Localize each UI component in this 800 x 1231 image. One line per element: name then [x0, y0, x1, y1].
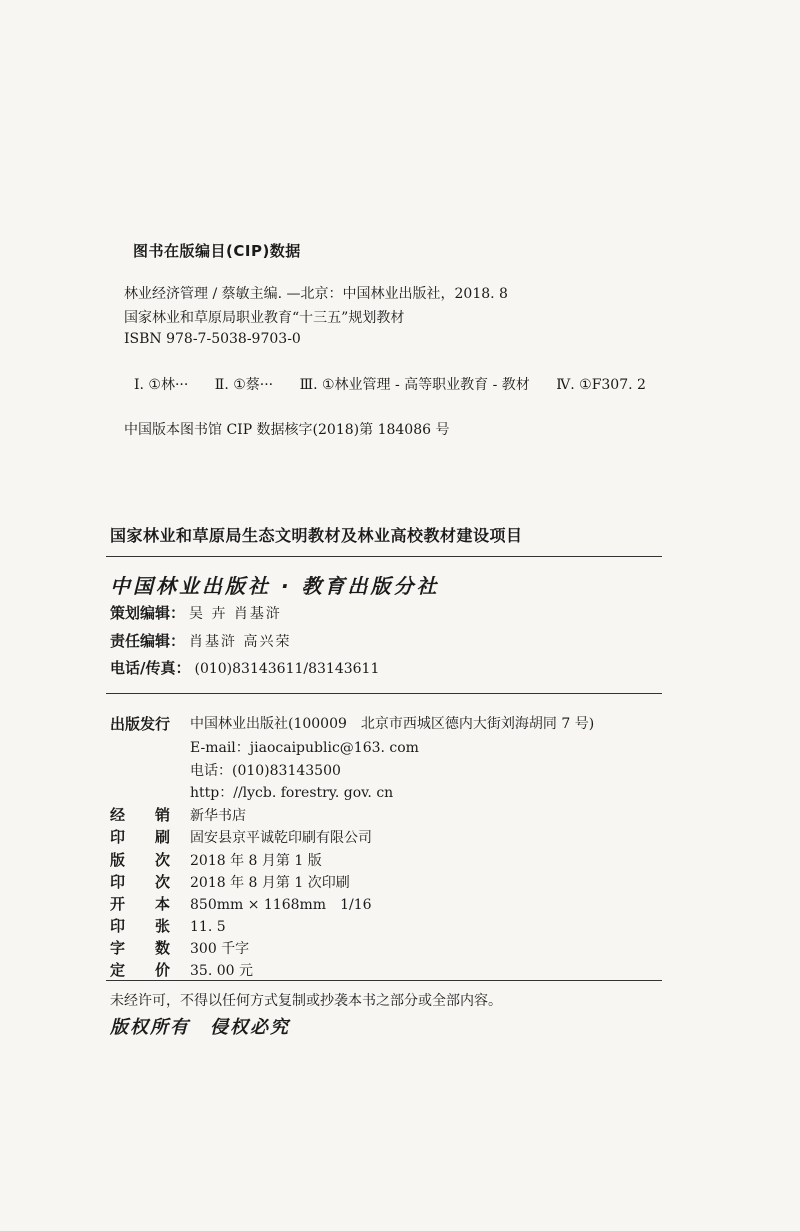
spec-value: 300 千字 — [190, 941, 250, 957]
spec-row — [110, 959, 253, 980]
spec-key: 印次 — [110, 873, 201, 891]
spec-value: 850mm × 1168mm 1/16 — [190, 897, 372, 913]
editor-label: 策划编辑： — [110, 604, 186, 622]
cip-subject: Ⅱ. ①蔡··· — [214, 377, 274, 393]
spec-key: 字数 — [110, 939, 201, 957]
cip-subject: Ⅳ. ①F307. 2 — [556, 377, 646, 393]
spec-row — [110, 915, 226, 936]
cip-subject: Ⅲ. ①林业管理 - 高等职业教育 - 教材 — [299, 377, 530, 393]
editor-row — [110, 657, 379, 678]
divider — [106, 693, 662, 694]
cip-series: 国家林业和草原局职业教育“十三五”规划教材 — [124, 310, 405, 326]
divider — [106, 556, 662, 557]
spec-value: 11. 5 — [190, 919, 226, 935]
spec-key: 印刷 — [110, 828, 201, 846]
editor-label: 责任编辑： — [110, 632, 186, 650]
publisher-address: 中国林业出版社(100009 北京市西城区德内大街刘海胡同 7 号) — [190, 716, 595, 732]
cip-subject: Ⅰ. ①林··· — [134, 377, 189, 393]
spec-key: 开本 — [110, 895, 201, 913]
spec-key: 印张 — [110, 917, 201, 935]
spec-row — [110, 849, 322, 870]
publisher-email: E-mail：jiaocaipublic@163. com — [190, 740, 419, 756]
spec-value: 新华书店 — [190, 808, 246, 824]
spec-row — [110, 826, 372, 847]
rights-reserved: 版权所有 侵权必究 — [110, 1017, 290, 1038]
phone-fax-value: (010)83143611/83143611 — [194, 661, 380, 677]
spec-row — [110, 893, 372, 914]
divider — [106, 980, 662, 981]
spec-value: 35. 00 元 — [190, 963, 253, 979]
copyright-notice: 未经许可，不得以任何方式复制或抄袭本书之部分或全部内容。 — [110, 993, 502, 1009]
cip-book-entry: 林业经济管理 / 蔡敏主编. —北京：中国林业出版社，2018. 8 — [124, 286, 508, 302]
editor-value: 吴 卉 肖基浒 — [189, 606, 282, 622]
spec-key: 定价 — [110, 961, 201, 979]
spec-value: 2018 年 8 月第 1 版 — [190, 853, 322, 869]
cip-title: 图书在版编目(CIP)数据 — [133, 242, 301, 260]
publishing-label: 出版发行 — [110, 715, 171, 733]
publisher-brand: 中国林业出版社 · 教育出版分社 — [110, 574, 440, 598]
project-title: 国家林业和草原局生态文明教材及林业高校教材建设项目 — [110, 526, 523, 545]
spec-key: 版次 — [110, 851, 201, 869]
publisher-website: http：//lycb. forestry. gov. cn — [190, 785, 394, 801]
cip-isbn: ISBN 978-7-5038-9703-0 — [124, 331, 301, 347]
spec-key: 经销 — [110, 806, 201, 824]
spec-value: 2018 年 8 月第 1 次印刷 — [190, 875, 350, 891]
publisher-phone: 电话：(010)83143500 — [190, 763, 341, 779]
phone-fax-label: 电话/传真： — [110, 659, 191, 677]
editor-row — [110, 602, 282, 623]
spec-row — [110, 937, 249, 958]
spec-value: 固安县京平诚乾印刷有限公司 — [190, 830, 372, 846]
cip-data-number: 中国版本图书馆 CIP 数据核字(2018)第 184086 号 — [124, 422, 450, 438]
editor-value: 肖基浒 高兴荣 — [189, 634, 292, 650]
spec-row — [110, 804, 246, 825]
cip-subjects — [134, 374, 668, 394]
spec-row — [110, 871, 350, 892]
editor-row — [110, 630, 291, 651]
